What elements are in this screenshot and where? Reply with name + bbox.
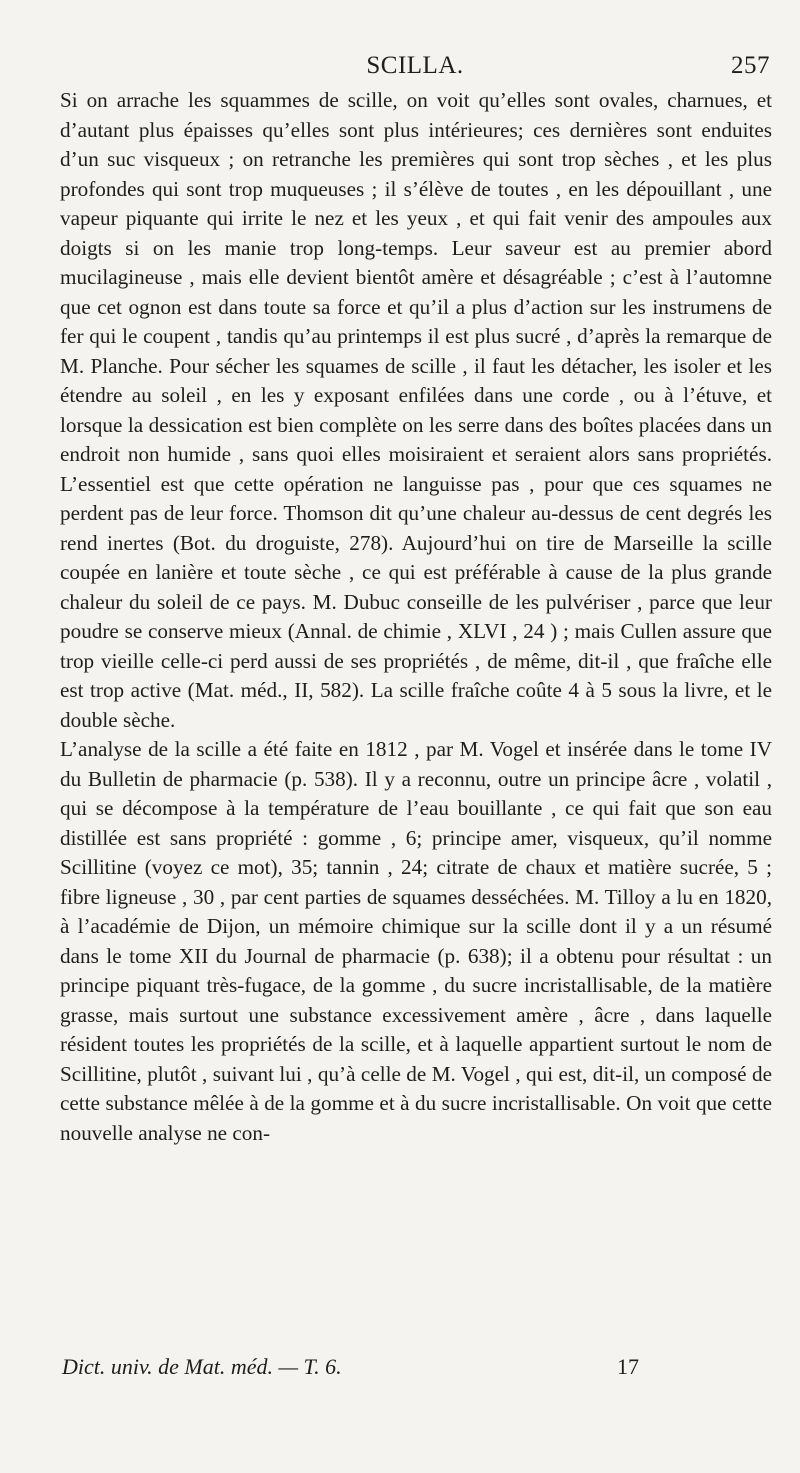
signature-mark: 17: [617, 1354, 639, 1379]
page-title: SCILLA.: [366, 52, 464, 79]
page-number: 257: [731, 52, 770, 79]
paragraph: L’analyse de la scille a été faite en 1812 , par M. Vogel et insérée dans le tome IV du Bulletin de pharmacie (p. 538). Il y a reconnu, outre un principe âcre , volatil , qui se décompose à la température de l’eau bouillante , ce qui fait que son eau distillée est sans propriété : gomme , 6; principe amer, visqueux, qu’il nomme Scillitine (voyez ce mot), 35; tannin , 24; citrate de chaux et matière sucrée, 5 ; fibre ligneuse , 30 , par cent parties de squames desséchées. M. Tilloy a lu en 1820, à l’académie de Dijon, un mémoire chimique sur la scille dont il y a un résumé dans le tome XII du Journal de pharmacie (p. 638); il a obtenu pour résultat : un principe piquant très-fugace, de la gomme , du sucre incristallisable, de la matière grasse, mais surtout une substance excessivement amère , âcre , dans laquelle résident toutes les propriétés de la scille, et à laquelle appartient surtout le nom de Scillitine, plutôt , suivant lui , qu’à celle de M. Vogel , qui est, dit-il, un composé de cette substance mêlée à de la gomme et à du sucre incristallisable. On voit que cette nouvelle analyse ne con-: [60, 737, 772, 1145]
footer-reference: Dict. univ. de Mat. méd. — T. 6.: [62, 1354, 342, 1379]
running-header: [60, 52, 770, 86]
footer-line: [62, 1354, 662, 1380]
paragraph: Si on arrache les squammes de scille, on voit qu’elles sont ovales, charnues, et d’autant plus épaisses qu’elles sont plus intérieures; ces dernières sont enduites d’un suc visqueux ; on retranche les premières qui sont trop sèches , et les plus profondes qui sont trop muqueuses ; il s’élève de toutes , en les dépouillant , une vapeur piquante qui irrite le nez et les yeux , et qui fait venir des ampoules aux doigts si on les manie trop long-temps. Leur saveur est au premier abord mucilagineuse , mais elle devient bientôt amère et désagréable ; c’est à l’automne que cet ognon est dans toute sa force et qu’il a plus d’action sur les instrumens de fer qui le coupent , tandis qu’au printemps il est plus sucré , d’après la remarque de M. Planche. Pour sécher les squames de scille , il faut les détacher, les isoler et les étendre au soleil , en les y exposant enfilées dans une corde , ou à l’étuve, et lorsque la dessication est bien complète on les serre dans des boîtes placées dans un endroit non humide , sans quoi elles moisiraient et seraient alors sans propriétés. L’essentiel est que cette opération ne languisse pas , pour que ces squames ne perdent pas de leur force. Thomson dit qu’une chaleur au-dessus de cent degrés les rend inertes (Bot. du droguiste, 278). Aujourd’hui on tire de Marseille la scille coupée en lanière et toute sèche , ce qui est préférable à cause de la plus grande chaleur du soleil de ce pays. M. Dubuc conseille de les pulvériser , parce que leur poudre se conserve mieux (Annal. de chimie , XLVI , 24 ) ; mais Cullen assure que trop vieille celle-ci perd aussi de ses propriétés , de même, dit-il , que fraîche elle est trop active (Mat. méd., II, 582). La scille fraîche coûte 4 à 5 sous la livre, et le double sèche.: [60, 88, 772, 732]
body-text: [60, 86, 772, 1148]
